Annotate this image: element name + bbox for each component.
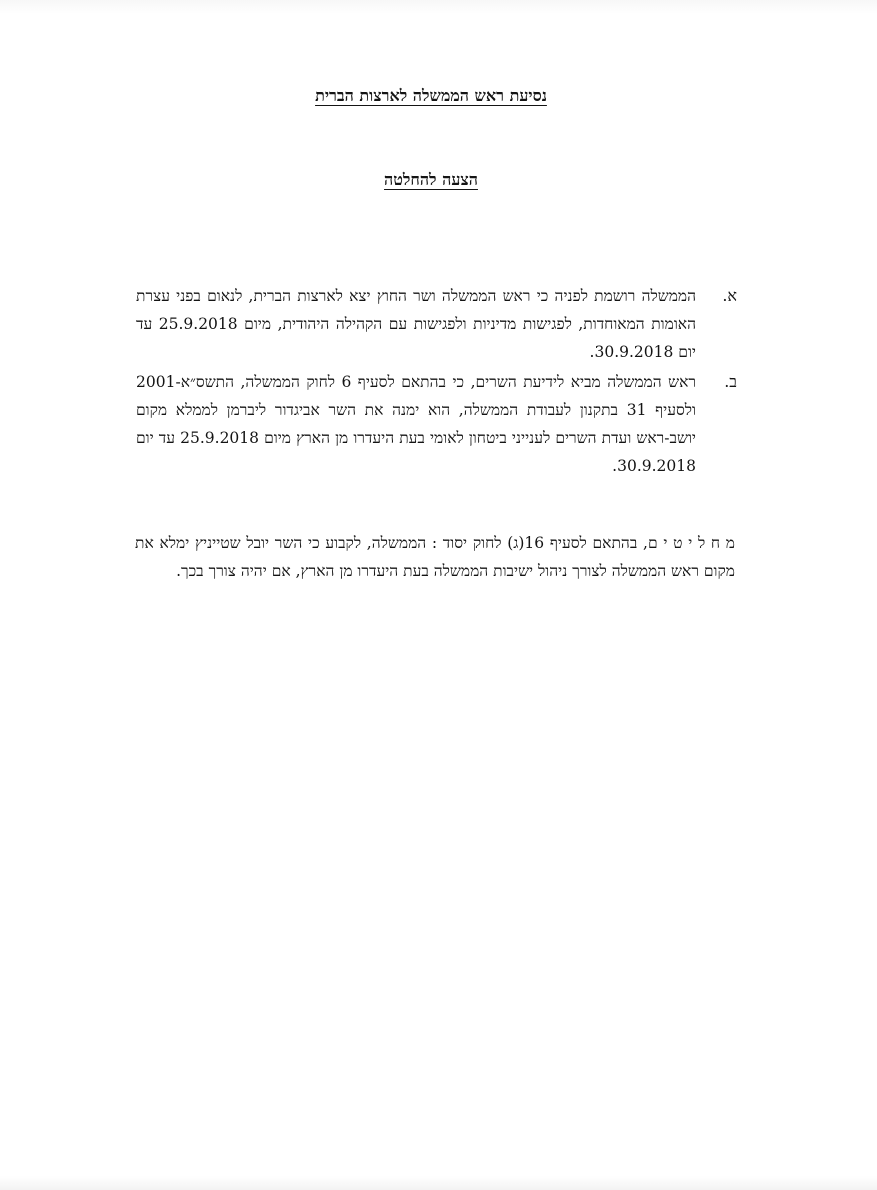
clause-a-marker: א. [722,286,737,305]
clause-b-text: ראש הממשלה מביא לידיעת השרים, כי בהתאם לסעיף 6 לחוק הממשלה, התשס״א-2001 ולסעיף 31 בתקנון לעבודת הממשלה, הוא ימנה את השר אביגדור ליברמן לממלא מקום יושב-ראש ועדת השרים לענייני ביטחון לאומי בעת היעדרו מן הארץ מיום 25.9.2018 עד יום 30.9.2018. [136,373,697,475]
decision-paragraph [135,529,735,585]
document-title: נסיעת ראש הממשלה לארצות הברית [315,86,547,105]
decision-text: בהתאם לסעיף 16(ג) לחוק יסוד : הממשלה, לקבוע כי השר יובל שטייניץ ימלא את מקום ראש הממשלה לצורך ניהול ישיבות הממשלה בעת היעדרו מן הארץ, אם יהיה צורך בכך. [135,534,735,580]
clause-a-text: הממשלה רושמת לפניה כי ראש הממשלה ושר החוץ יצא לארצות הברית, לנאום בפני עצרת האומות המאוחדות, לפגישות מדיניות ולפגישות עם הקהילה היהודית, מיום 25.9.2018 עד יום 30.9.2018. [136,287,696,361]
clause-b-marker: ב. [724,372,737,391]
document-subtitle: הצעה להחלטה [384,170,478,189]
decision-keyword: מ ח ל י ט י ם, [643,534,735,552]
